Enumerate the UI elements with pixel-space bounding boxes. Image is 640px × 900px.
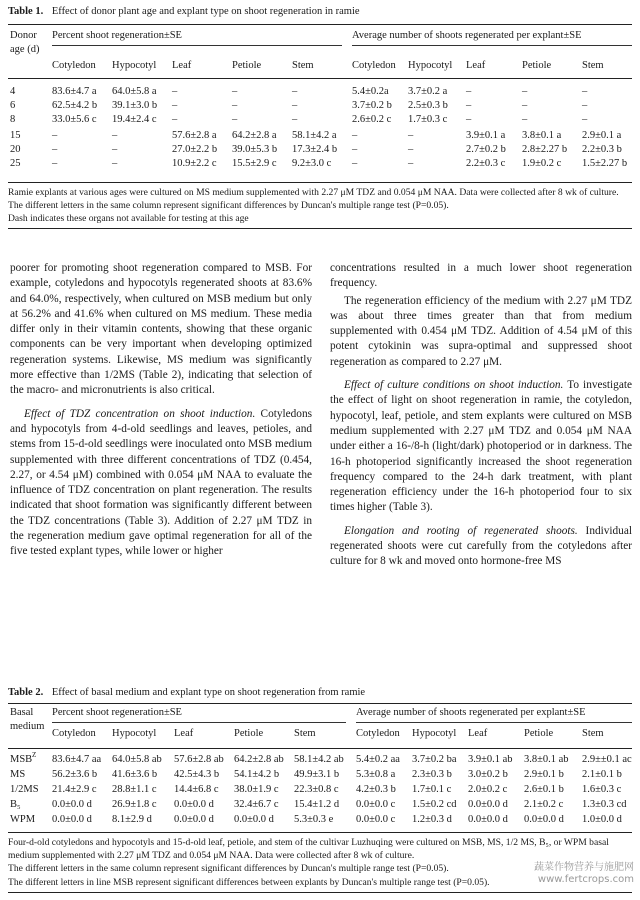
- table1-row-4-number-cotyledon: 5.4±0.2a: [352, 86, 389, 97]
- table1-row-6-number-stem: –: [582, 100, 588, 111]
- body-right-paragraph-3: Effect of culture conditions on shoot induction. To investigate the effect of light on shoot regeneration in ramie, the cotyledon, hypocotyl, leaf, petiole, and stem explants were cultured on MSB medium supplemented with 2.27 μM TDZ and 0.054 μM NAA under either a 16-/8-h (light/dark) photoperiod or in darkness. The 16-h photoperiod significantly increased the shoot regeneration frequency compared to the 24-h dark treatment, with plant regeneration efficiency under the 16-h photoperiod four to six times higher (Table 3).: [330, 379, 632, 514]
- table2-row1-number-hypocotyl: 2.3±0.3 b: [412, 769, 452, 780]
- table1-row-20-number-leaf: 2.7±0.2 b: [466, 144, 506, 155]
- table1-subheader-number-petiole: Petiole: [522, 60, 552, 71]
- table1-header-rule: [8, 78, 632, 79]
- table2-row4-percent-stem: 5.3±0.3 e: [294, 814, 334, 825]
- table2-row4-percent-cotyledon: 0.0±0.0 d: [52, 814, 92, 825]
- table1-row-8-percent-hypocotyl: 19.4±2.4 c: [112, 114, 157, 125]
- table2-row1-number-stem: 2.1±0.1 b: [582, 769, 622, 780]
- table1-row-25-number-stem: 1.5±2.27 b: [582, 158, 628, 169]
- table2-row2-number-leaf: 2.0±0.2 c: [468, 784, 508, 795]
- table2-row4-percent-petiole: 0.0±0.0 d: [234, 814, 274, 825]
- table1-row-6-number-petiole: –: [522, 100, 528, 111]
- table1-row-25-percent-petiole: 15.5±2.9 c: [232, 158, 277, 169]
- table2-row0-medium: MSB: [10, 754, 33, 765]
- body-left-column: [10, 261, 312, 560]
- table2-row0-percent-stem: 58.1±4.2 ab: [294, 754, 344, 765]
- table1-group2-header: Average number of shoots regenerated per explant±SE: [352, 30, 582, 41]
- table1-rowheader-line2: age (d): [10, 44, 40, 55]
- table1-note-main: Ramie explants at various ages were cultured on MS medium supplemented with 2.27 μM TDZ and 0.054 μM NAA. Data were collected after 8 wk of culture. The different letters in the same column represent significant differences by Duncan's multiple range test (P=0.05).: [8, 187, 619, 211]
- table1-caption: [8, 6, 360, 17]
- table1-row-25-number-hypocotyl: –: [408, 158, 414, 169]
- table2-rowheader-line1: Basal: [10, 707, 34, 718]
- table1-group1-rule: [52, 45, 342, 46]
- table1-row-25-age: 25: [10, 158, 21, 169]
- table1-row-15-number-petiole: 3.8±0.1 a: [522, 130, 562, 141]
- section-heading-tdz: Effect of TDZ concentration on shoot induction.: [24, 407, 256, 420]
- table1-subheader-percent-hypocotyl: Hypocotyl: [112, 60, 157, 71]
- table1-row-20-number-hypocotyl: –: [408, 144, 414, 155]
- body-right-paragraph-1: concentrations resulted in a much lower shoot regeneration frequency.: [330, 262, 632, 290]
- table2-subheader-percent-stem: Stem: [294, 728, 316, 739]
- table2-row0-medium-superscript: Z: [32, 751, 37, 759]
- table2-row3-number-hypocotyl: 1.5±0.2 cd: [412, 799, 457, 810]
- table1-row-8-percent-petiole: –: [232, 114, 238, 125]
- table2-row3-number-cotyledon: 0.0±0.0 c: [356, 799, 396, 810]
- body-left-paragraph-2: Effect of TDZ concentration on shoot induction. Cotyledons and hypocotyls from 4-d-old seedlings and leaves, petioles, and stems from 15-d-old seedlings were inoculated onto MSB medium supplemented with three different concentrations of TDZ (0.454, 2.27, or 4.54 μM) combined with 0.054 μM NAA to evaluate the influence of TDZ concentration on plant regeneration. The results indicated that shoot formation was significantly different between the TDZ concentrations (Table 3). Addition of 2.27 μM TDZ in the regeneration medium gave optimal regeneration for all of the five tested explant types, while lower or higher: [10, 407, 312, 558]
- table1-subheader-percent-leaf: Leaf: [172, 60, 192, 71]
- table1-row-15-number-leaf: 3.9±0.1 a: [466, 130, 506, 141]
- body-right-column: [330, 261, 632, 570]
- table1-note-dash: Dash indicates these organs not available for testing at this age: [8, 213, 249, 224]
- table2-row2-percent-leaf: 14.4±6.8 c: [174, 784, 219, 795]
- table1-row-15-percent-hypocotyl: –: [112, 130, 118, 141]
- table1-row-25-number-cotyledon: –: [352, 158, 358, 169]
- table1-row-8-age: 8: [10, 114, 16, 125]
- table1-row-6-percent-cotyledon: 62.5±4.2 b: [52, 100, 98, 111]
- table2-subheader-number-stem: Stem: [582, 728, 604, 739]
- table2-row4-percent-leaf: 0.0±0.0 d: [174, 814, 214, 825]
- table2-header-rule: [8, 748, 632, 749]
- table1-top-rule: [8, 24, 632, 25]
- table1-row-25-percent-leaf: 10.9±2.2 c: [172, 158, 217, 169]
- table1-row-8-number-cotyledon: 2.6±0.2 c: [352, 114, 392, 125]
- table2-row0-percent-cotyledon: 83.6±4.7 aa: [52, 754, 102, 765]
- table2-row2-medium: 1/2MS: [10, 784, 39, 795]
- table2-row0-percent-hypocotyl: 64.0±5.8 ab: [112, 754, 162, 765]
- table2-row3-number-petiole: 2.1±0.2 c: [524, 799, 564, 810]
- table2-row0-number-petiole: 3.8±0.1 ab: [524, 754, 569, 765]
- watermark: [534, 862, 634, 886]
- table1-row-20-number-petiole: 2.8±2.27 b: [522, 144, 568, 155]
- table1-row-20-number-stem: 2.2±0.3 b: [582, 144, 622, 155]
- table2-end-rule: [8, 892, 632, 893]
- table1-rowheader-line1: Donor: [10, 30, 37, 41]
- table2-rowheader-line2: medium: [10, 721, 45, 732]
- table1-group1-header: Percent shoot regeneration±SE: [52, 30, 182, 41]
- section-heading-culture: Effect of culture conditions on shoot induction.: [344, 379, 564, 392]
- table2-row2-number-petiole: 2.6±0.1 b: [524, 784, 564, 795]
- table1-row-20-percent-cotyledon: –: [52, 144, 58, 155]
- table2-row2-percent-stem: 22.3±0.8 c: [294, 784, 339, 795]
- table2-row0-percent-petiole: 64.2±2.8 ab: [234, 754, 284, 765]
- body-right-paragraph-2: The regeneration efficiency of the medium with 2.27 μM TDZ was about three times greater than that from medium supplemented with 0.454 μM TDZ. Addition of 4.54 μM of this potent cytokinin was supra-optimal and suppressed shoot regeneration as compared to 2.27 μM.: [330, 294, 632, 368]
- table2-note-main: Four-d-old cotyledons and hypocotyls and 15-d-old leaf, petiole, and stem of the cultivar Luzhuqing were cultured on MSB, MS, 1/2 MS, B₅, or WPM basal medium supplemented with 2.27 μM TDZ and 0.054 μM NAA. Data were collected after 8 wk of culture.: [8, 837, 609, 861]
- body-right-paragraph-4: Elongation and rooting of regenerated shoots. Individual regenerated shoots were cut carefully from the cotyledons after culture for 8 wk and moved onto hormone-free MS: [330, 524, 632, 568]
- table2-caption: [8, 687, 365, 698]
- table1-row-6-number-cotyledon: 3.7±0.2 b: [352, 100, 392, 111]
- table1-row-4-number-petiole: –: [522, 86, 528, 97]
- table1-row-20-percent-petiole: 39.0±5.3 b: [232, 144, 278, 155]
- table1-group2-rule: [352, 45, 632, 46]
- table1-row-15-number-hypocotyl: –: [408, 130, 414, 141]
- table2-group2-rule: [356, 722, 632, 723]
- table1-row-4-number-hypocotyl: 3.7±0.2 a: [408, 86, 448, 97]
- table1-row-25-percent-stem: 9.2±3.0 c: [292, 158, 332, 169]
- table2-row2-number-cotyledon: 4.2±0.3 b: [356, 784, 396, 795]
- table1-subheader-number-hypocotyl: Hypocotyl: [408, 60, 453, 71]
- table1-bottom-rule: [8, 182, 632, 183]
- table2-row4-number-stem: 1.0±0.0 d: [582, 814, 622, 825]
- table1-row-25-percent-hypocotyl: –: [112, 158, 118, 169]
- table1-subheader-percent-cotyledon: Cotyledon: [52, 60, 96, 71]
- table2-row3-percent-cotyledon: 0.0±0.0 d: [52, 799, 92, 810]
- table2-row2-percent-hypocotyl: 28.8±1.1 c: [112, 784, 157, 795]
- table1-row-4-percent-petiole: –: [232, 86, 238, 97]
- table2-bottom-rule: [8, 832, 632, 833]
- table2-title: Effect of basal medium and explant type on shoot regeneration from ramie: [51, 687, 366, 698]
- table1-row-15-percent-stem: 58.1±4.2 a: [292, 130, 337, 141]
- table2-group2-header: Average number of shoots regenerated per explant±SE: [356, 707, 586, 718]
- table2-row2-percent-cotyledon: 21.4±2.9 c: [52, 784, 97, 795]
- table2-row3-percent-leaf: 0.0±0.0 d: [174, 799, 214, 810]
- table1-row-20-percent-leaf: 27.0±2.2 b: [172, 144, 218, 155]
- table2-top-rule: [8, 703, 632, 704]
- table2-row3-number-leaf: 0.0±0.0 d: [468, 799, 508, 810]
- table1-row-8-percent-stem: –: [292, 114, 298, 125]
- table1-row-4-number-leaf: –: [466, 86, 472, 97]
- table2-row1-percent-petiole: 54.1±4.2 b: [234, 769, 280, 780]
- table1-row-20-percent-stem: 17.3±2.4 b: [292, 144, 338, 155]
- table1-subheader-percent-stem: Stem: [292, 60, 314, 71]
- table1-title: Effect of donor plant age and explant type on shoot regeneration in ramie: [51, 6, 360, 17]
- table2-row1-percent-stem: 49.9±3.1 b: [294, 769, 340, 780]
- table2-row4-medium: WPM: [10, 814, 36, 825]
- table1-row-8-number-petiole: –: [522, 114, 528, 125]
- body-left-paragraph-1: poorer for promoting shoot regeneration compared to MSB. For example, cotyledons and hypocotyls regenerated shoots at 83.6% and 64.0%, respectively, when cultured on MSB medium but only at 56.2% and 41.6% when cultured on MS medium. These media differ only in their vitamin contents, showing that these organic components can be very important when developing optimized regeneration systems. Likewise, MS medium was significantly more effective than 1/2MS (Table 2), indicating that selection of the macro- and micronutrients is also critical.: [10, 262, 312, 397]
- table1-label: Table 1.: [8, 6, 44, 17]
- table1-row-15-number-stem: 2.9±0.1 a: [582, 130, 622, 141]
- table1-row-4-percent-leaf: –: [172, 86, 178, 97]
- table1-row-20-percent-hypocotyl: –: [112, 144, 118, 155]
- watermark-line2: www.fertcrops.com: [537, 874, 634, 885]
- table1-subheader-number-leaf: Leaf: [466, 60, 486, 71]
- table1-row-4-percent-hypocotyl: 64.0±5.8 a: [112, 86, 157, 97]
- table2-subheader-percent-petiole: Petiole: [234, 728, 264, 739]
- table1-row-20-age: 20: [10, 144, 21, 155]
- table1-row-6-percent-petiole: –: [232, 100, 238, 111]
- section-heading-elongation: Elongation and rooting of regenerated shoots.: [344, 524, 578, 537]
- table1-subheader-number-cotyledon: Cotyledon: [352, 60, 396, 71]
- table1-row-25-number-leaf: 2.2±0.3 c: [466, 158, 506, 169]
- table1-row-8-number-hypocotyl: 1.7±0.3 c: [408, 114, 448, 125]
- table1-row-20-number-cotyledon: –: [352, 144, 358, 155]
- table2-group1-rule: [52, 722, 346, 723]
- table2-row4-number-petiole: 0.0±0.0 d: [524, 814, 564, 825]
- table2-row4-number-leaf: 0.0±0.0 d: [468, 814, 508, 825]
- table1-row-15-percent-cotyledon: –: [52, 130, 58, 141]
- table1-row-6-age: 6: [10, 100, 16, 111]
- table1-row-15-percent-leaf: 57.6±2.8 a: [172, 130, 217, 141]
- table2-row0-number-stem: 2.9±±0.1 ac: [582, 754, 632, 765]
- table2-row3-percent-hypocotyl: 26.9±1.8 c: [112, 799, 157, 810]
- table2-subheader-percent-hypocotyl: Hypocotyl: [112, 728, 157, 739]
- table2-subheader-number-leaf: Leaf: [468, 728, 488, 739]
- table1-row-15-number-cotyledon: –: [352, 130, 358, 141]
- table1-row-6-percent-leaf: –: [172, 100, 178, 111]
- table2-row0-percent-leaf: 57.6±2.8 ab: [174, 754, 224, 765]
- table2-row1-percent-hypocotyl: 41.6±3.6 b: [112, 769, 158, 780]
- table2-row2-number-hypocotyl: 1.7±0.1 c: [412, 784, 452, 795]
- table2-subheader-number-hypocotyl: Hypocotyl: [412, 728, 457, 739]
- table2-row3-percent-petiole: 32.4±6.7 c: [234, 799, 279, 810]
- table2-row2-number-stem: 1.6±0.3 c: [582, 784, 622, 795]
- table1-row-4-percent-stem: –: [292, 86, 298, 97]
- table2-subheader-number-petiole: Petiole: [524, 728, 554, 739]
- table1-subheader-percent-petiole: Petiole: [232, 60, 262, 71]
- table2-row1-percent-cotyledon: 56.2±3.6 b: [52, 769, 98, 780]
- table2-note-line: The different letters in line MSB represent significant differences between explants by Duncan's multiple range test (P=0.05).: [8, 877, 490, 888]
- table2-row1-number-leaf: 3.0±0.2 b: [468, 769, 508, 780]
- table1-row-4-percent-cotyledon: 83.6±4.7 a: [52, 86, 97, 97]
- table1-row-8-percent-cotyledon: 33.0±5.6 c: [52, 114, 97, 125]
- table2-row1-percent-leaf: 42.5±4.3 b: [174, 769, 220, 780]
- table2-subheader-percent-leaf: Leaf: [174, 728, 194, 739]
- table1-end-rule: [8, 228, 632, 229]
- table1-subheader-number-stem: Stem: [582, 60, 604, 71]
- table1-row-15-age: 15: [10, 130, 21, 141]
- table1-row-6-number-leaf: –: [466, 100, 472, 111]
- table2-row3-number-stem: 1.3±0.3 cd: [582, 799, 627, 810]
- table1-row-6-percent-stem: –: [292, 100, 298, 111]
- table2-row1-number-cotyledon: 5.3±0.8 a: [356, 769, 396, 780]
- table1-row-25-number-petiole: 1.9±0.2 c: [522, 158, 562, 169]
- watermark-line1: 蔬菜作物营养与施肥网: [534, 862, 634, 873]
- table2-row3-percent-stem: 15.4±1.2 d: [294, 799, 340, 810]
- table1-row-15-percent-petiole: 64.2±2.8 a: [232, 130, 277, 141]
- table1-row-25-percent-cotyledon: –: [52, 158, 58, 169]
- table1-row-8-number-stem: –: [582, 114, 588, 125]
- table2-row4-number-hypocotyl: 1.2±0.3 d: [412, 814, 452, 825]
- table2-subheader-number-cotyledon: Cotyledon: [356, 728, 400, 739]
- table2-row0-number-leaf: 3.9±0.1 ab: [468, 754, 513, 765]
- table1-row-8-number-leaf: –: [466, 114, 472, 125]
- table1-row-6-percent-hypocotyl: 39.1±3.0 b: [112, 100, 158, 111]
- table2-row4-number-cotyledon: 0.0±0.0 c: [356, 814, 396, 825]
- table2-row0-number-hypocotyl: 3.7±0.2 ba: [412, 754, 457, 765]
- table2-row4-percent-hypocotyl: 8.1±2.9 d: [112, 814, 152, 825]
- table1-row-4-number-stem: –: [582, 86, 588, 97]
- table2-group1-header: Percent shoot regeneration±SE: [52, 707, 182, 718]
- table1-row-8-percent-leaf: –: [172, 114, 178, 125]
- table2-row2-percent-petiole: 38.0±1.9 c: [234, 784, 279, 795]
- table2-row1-number-petiole: 2.9±0.1 b: [524, 769, 564, 780]
- table1-row-4-age: 4: [10, 86, 16, 97]
- table2-row3-medium: B₅: [10, 799, 21, 810]
- table2-subheader-percent-cotyledon: Cotyledon: [52, 728, 96, 739]
- table2-note-column: The different letters in the same column represent significant differences by Duncan's multiple range test (P=0.05).: [8, 863, 449, 874]
- table2-label: Table 2.: [8, 687, 44, 698]
- table1-row-6-number-hypocotyl: 2.5±0.3 b: [408, 100, 448, 111]
- table2-row1-medium: MS: [10, 769, 26, 780]
- table2-row0-number-cotyledon: 5.4±0.2 aa: [356, 754, 400, 765]
